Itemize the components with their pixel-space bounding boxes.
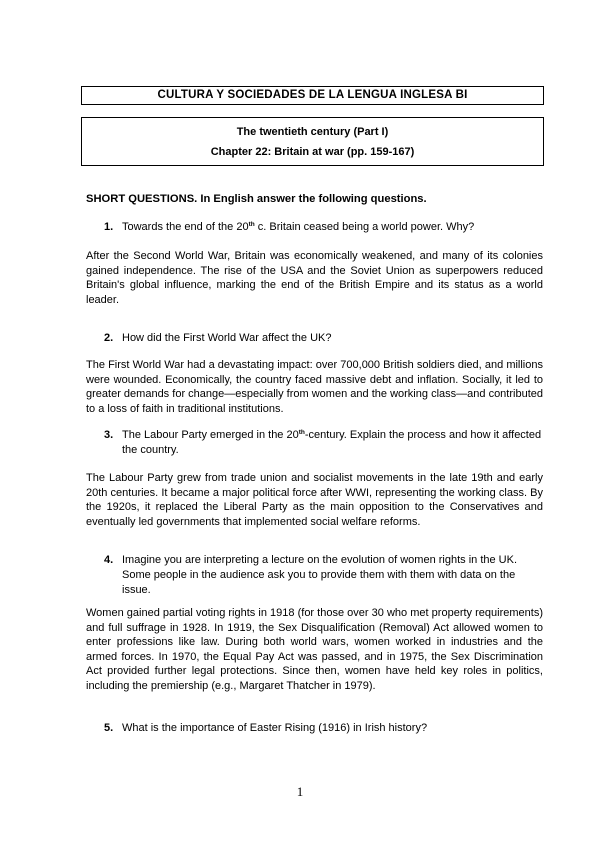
question-5 bbox=[86, 721, 542, 736]
question-text: Towards the end of the 20th c. Britain ceased being a world power. Why? bbox=[122, 221, 475, 233]
question-3 bbox=[86, 428, 542, 458]
answer-2: The First World War had a devastating impact: over 700,000 British soldiers died, and millions were wounded. Economically, the country faced massive debt and inflation. Socially, it led to greater demands for change—especially from women and the working class—and contributed to a loss of faith in traditional institutions. bbox=[86, 359, 543, 415]
answer-3: The Labour Party grew from trade union and socialist movements in the late 19th and early 20th centuries. It became a major political force after WWI, representing the working class. By the 1920s, it replaced the Liberal Party as the main opposition to the Conservatives and eventually led governments that implemented social welfare reforms. bbox=[86, 472, 543, 528]
page-number: 1 bbox=[296, 784, 304, 799]
question-number: 3. bbox=[104, 429, 114, 441]
question-text: The Labour Party emerged in the 20th-century. Explain the process and how it affected the country. bbox=[122, 429, 542, 456]
course-title-box bbox=[81, 86, 544, 105]
chapter-info-box bbox=[81, 117, 544, 166]
question-2 bbox=[86, 331, 542, 346]
question-text: How did the First World War affect the UK? bbox=[122, 332, 332, 344]
question-1 bbox=[86, 220, 542, 235]
question-4 bbox=[86, 553, 542, 598]
question-text: What is the importance of Easter Rising (1916) in Irish history? bbox=[122, 722, 428, 734]
question-number: 5. bbox=[104, 722, 114, 734]
answer-4: Women gained partial voting rights in 1918 (for those over 30 who met property requirements) and full suffrage in 1928. In 1919, the Sex Disqualification (Removal) Act allowed women to enter professions like law. During both world wars, women worked in industries and the armed forces. In 1970, the Equal Pay Act was passed, and in 1975, the Sex Discrimination Act provided further legal protections. Since then, women have held key roles in politics, including the premiership (e.g., Margaret Thatcher in 1979). bbox=[86, 607, 543, 692]
question-number: 1. bbox=[104, 221, 114, 233]
course-title: CULTURA Y SOCIEDADES DE LA LENGUA INGLESA BI bbox=[157, 89, 468, 101]
question-number: 2. bbox=[104, 332, 114, 344]
question-text: Imagine you are interpreting a lecture on the evolution of women rights in the UK. Some people in the audience ask you to provide them with them with data on the issue. bbox=[122, 554, 518, 596]
question-number: 4. bbox=[104, 554, 114, 566]
instructions: SHORT QUESTIONS. In English answer the following questions. bbox=[86, 193, 427, 205]
unit-title: The twentieth century (Part I) bbox=[236, 126, 389, 138]
chapter-title: Chapter 22: Britain at war (pp. 159-167) bbox=[210, 146, 415, 158]
answer-1: After the Second World War, Britain was economically weakened, and many of its colonies gained independence. The rise of the USA and the Soviet Union as superpowers reduced Britain's global influence, marking the end of the British Empire and its status as a world leader. bbox=[86, 250, 543, 306]
